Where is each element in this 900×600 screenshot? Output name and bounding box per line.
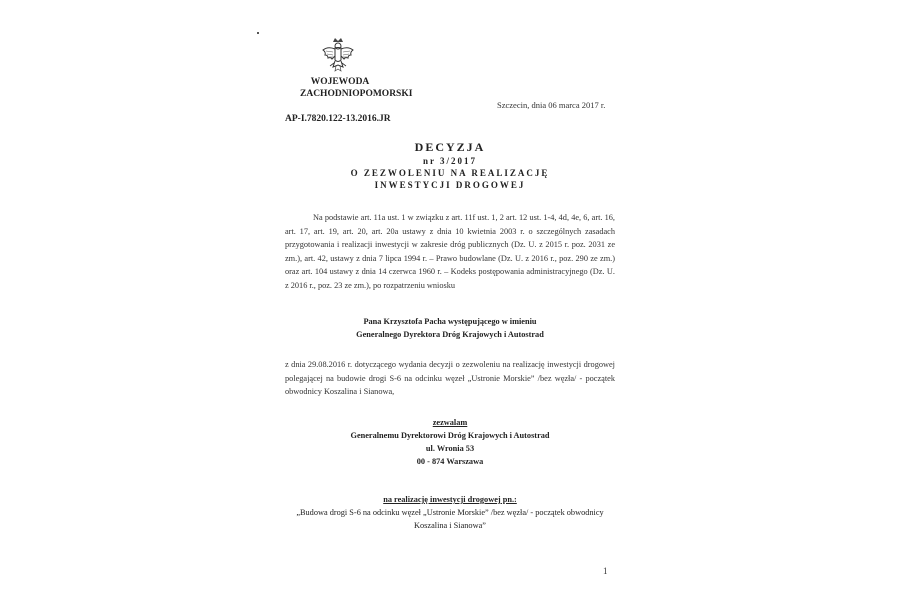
case-reference: AP-I.7820.122-13.2016.JR [285,114,391,124]
page-number: 1 [603,566,608,576]
applicant-line-1: Pana Krzysztofa Pacha występującego w imieniu [363,317,537,326]
recipient-city: 00 - 874 Warszawa [416,457,484,466]
issuer-name [300,76,413,100]
applicant-block [285,315,615,341]
request-text: z dnia 29.08.2016 r. dotyczącego wydania decyzji o zezwoleniu na realizację inwestycji drogowej polegającej na budowie drogi S-6 na odcinku węzeł „Ustronie Morskie” /bez węzła/ - początek obwodnicy Koszalina i Sianowa, [285,360,615,396]
grant-word: zezwalam [432,418,468,427]
project-line-1: „Budowa drogi S-6 na odcinku węzeł „Ustronie Morskie” /bez węzła/ - początek obwodnicy [296,508,604,517]
issuer-line-1: WOJEWODA [310,77,370,87]
scan-speck [257,32,259,34]
legal-basis-text: Na podstawie art. 11a ust. 1 w związku z art. 11f ust. 1, 2 art. 12 ust. 1-4, 4d, 4e, 6, art. 16, art. 17, art. 19, art. 20, art. 20a ustawy z dnia 10 kwietnia 2003 r. o szczególnych zasadach przygotowania i realizacji inwestycji w zakresie dróg publicznych (Dz. U. z 2015 r. poz. 2031 ze zm.), art. 42, ustawy z dnia 7 lipca 1994 r. – Prawo budowlane (Dz. U. z 2016 r., poz. 290 ze zm.) oraz art. 104 ustawy z dnia 14 czerwca 1960 r. – Kodeks postępowania administracyjnego (Dz. U. z 2016 r., poz. 23 ze zm.), po rozpatrzeniu wniosku [285,213,615,290]
recipient-name: Generalnemu Dyrektorowi Dróg Krajowych i Autostrad [350,431,550,440]
recipient-street: ul. Wronia 53 [425,444,475,453]
request-paragraph [285,358,615,399]
legal-basis-paragraph [285,211,615,292]
place-and-date: Szczecin, dnia 06 marca 2017 r. [497,100,606,110]
title-subject-1: O ZEZWOLENIU NA REALIZACJĘ [350,168,550,178]
project-heading: na realizację inwestycji drogowej pn.: [383,495,517,504]
project-block [285,493,615,532]
title-subject-2: INWESTYCJI DROGOWEJ [374,180,526,190]
grant-block [285,416,615,468]
project-line-2: Koszalina i Sianowa” [414,521,486,530]
title-number: nr 3/2017 [422,156,478,166]
eagle-emblem-icon [320,36,356,76]
title-decyzja: DECYZJA [414,140,486,154]
decision-title [285,140,615,191]
applicant-line-2: Generalnego Dyrektora Dróg Krajowych i Autostrad [356,330,544,339]
issuer-line-2: ZACHODNIOPOMORSKI [300,89,413,99]
